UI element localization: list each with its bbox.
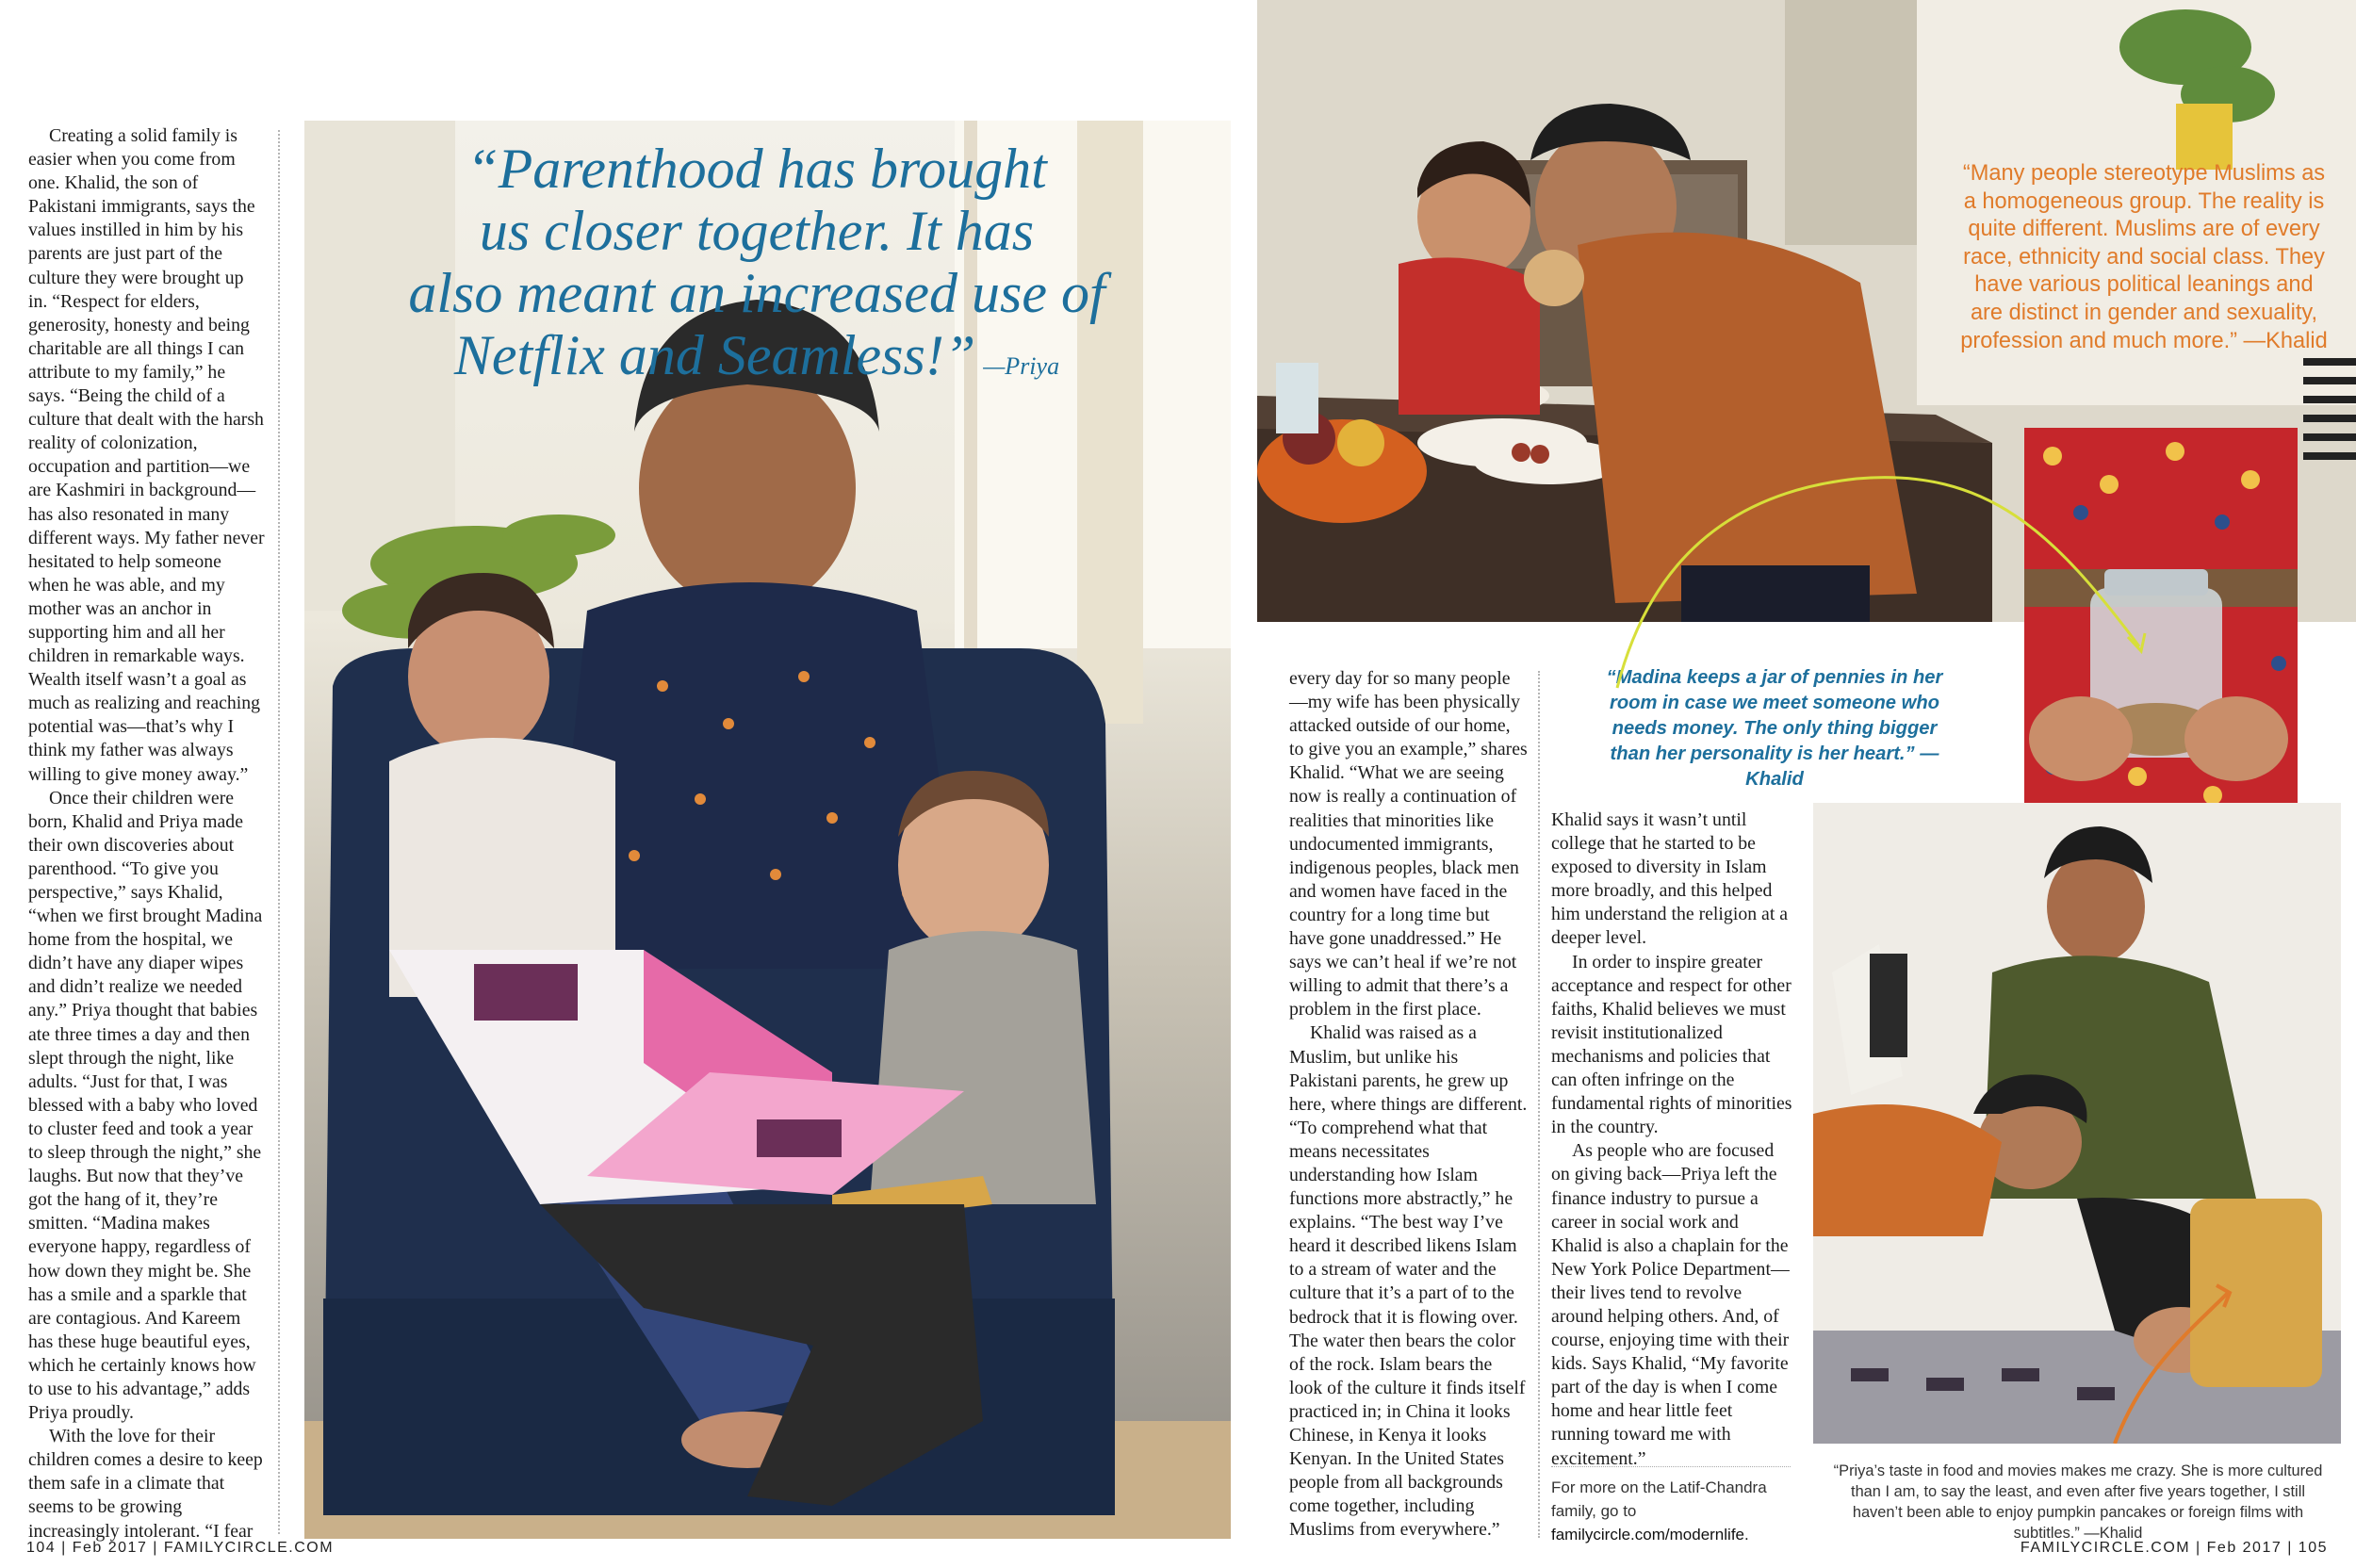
main-photo-family-reading: [304, 121, 1231, 1539]
left-page-top-rule: [0, 0, 1170, 1]
column-1-paragraph-3: With the love for their children comes a desire to keep them safe in a climate that seems to be growing increasingly intolerant. “I fear: [28, 1426, 263, 1542]
article-column-2: [1289, 667, 1529, 1542]
column-1-paragraph-1: Creating a solid family is easier when you come from one. Khalid, the son of Pakistani immigrants, says the values instilled in him by his parents are just part of the culture they were brought up in. “Respect for elders, generosity, honesty and being charitable are all things I can attribute to my family,” he says. “Being the child of a culture that dealt with the harsh reality of colonization, occupation and partition—we are Kashmiri in background—has also resonated in many different ways. My father never hesitated to help someone when he was able, and my mother was an anchor in supporting him and all her children in remarkable ways. Wealth itself wasn’t a goal as much as realizing and reaching potential was—that’s why I think my father was always willing to give money away.”: [28, 125, 265, 785]
main-quote-line-1: “Parenthood has brought: [466, 138, 1047, 200]
more-info-text: For more on the Latif-Chandra family, go to: [1551, 1478, 1767, 1520]
jar-pull-quote: “Madina keeps a jar of pennies in her room in case we meet someone who needs money. The only thing bigger than her personality is her heart.” —Khalid: [1606, 667, 1943, 790]
column-3-paragraph-3: As people who are focused on giving back—Priya left the finance industry to pursue a career in social work and Khalid is also a chaplain for the New York Police Department—their lives tend to revolve around helping others. And, of course, enjoying time with their kids. Says Khalid, “My favorite part of the day is when I come home and hear little feet running toward me with excitement.”: [1551, 1140, 1790, 1469]
more-info-link[interactable]: familycircle.com/modernlife.: [1551, 1526, 1749, 1544]
main-quote-line-2: us closer together. It has: [479, 200, 1035, 262]
article-column-1: [28, 124, 266, 1544]
main-quote-line-4-text: Netflix and Seamless!”: [453, 324, 976, 386]
more-info-divider: [1551, 1466, 1791, 1467]
lounging-photo-caption: “Priya’s taste in food and movies makes me crazy. She is more cultured than I am, to say the least, and even after five years together, I still haven’t been able to enjoy pumpkin pancakes or foreign films with subtitles.” —Khalid: [1833, 1462, 2323, 1542]
couple-lounging-illustration: [1813, 803, 2341, 1444]
column-3-paragraph-2: In order to inspire greater acceptance and respect for other faiths, Khalid believes we must revisit institutionalized mechanisms and policies that can often infringe on the fundamental rights of minorities in the country.: [1551, 951, 1792, 1138]
orange-pull-quote: “Many people stereotype Muslims as a homogeneous group. The reality is quite different. Muslims are of every race, ethnicity and social class. They have various political leanings and are distinct in gender and sexuality, profession and much more.” —Khalid: [1960, 161, 2328, 353]
footer-right-folio: FAMILYCIRCLE.COM | Feb 2017 | 105: [2020, 1540, 2328, 1556]
column-1-paragraph-2: Once their children were born, Khalid and Priya made their own discoveries about parenthood. “To give you perspective,” says Khalid, “when we first brought Madina home from the hospital, we didn’t have any diaper wipes and didn’t realize we needed any.” Priya thought that babies ate three times a day and then slept through the night, like adults. “Just for that, I was blessed with a baby who loved to cluster feed and took a year to sleep through the night,” she laughs. But now that they’ve got the hang of it, they’re smitten. “Madina makes everyone happy, regardless of how down they might be. She has a smile and a sparkle that are contagious. And Kareem has these huge beautiful eyes, which he certainly knows how to use to his advantage,” adds Priya proudly.: [28, 787, 263, 1424]
column-2-paragraph-1: every day for so many people—my wife has been physically attacked outside of our home, to give you an example,” shares Khalid. “What we are seeing now is really a continuation of realities that minorities like undocumented immigrants, indigenous peoples, black men and women have faced in the country for a long time but have gone unaddressed.” He says we can’t heal if we’re not willing to admit that there’s a problem in the first place.: [1289, 668, 1528, 1021]
main-pull-quote: [361, 138, 1153, 398]
main-quote-line-4: [361, 324, 1153, 398]
photo-couple-lounging: [1813, 803, 2341, 1444]
column-3-paragraph-1: Khalid says it wasn’t until college that he started to be exposed to diversity in Islam more broadly, and this helped him understand the religion at a deeper level.: [1551, 809, 1789, 949]
jar-quote-arrow: [1583, 458, 2186, 703]
article-column-3: [1551, 808, 1792, 1471]
more-info: [1551, 1476, 1787, 1546]
column-divider-2: [1538, 671, 1540, 1538]
main-quote-line-3: also meant an increased use of: [408, 262, 1105, 324]
column-divider-1: [278, 130, 280, 1534]
column-2-paragraph-2: Khalid was raised as a Muslim, but unlike his Pakistani parents, he grew up here, where things are different. “To comprehend what that means necessitates understanding how Islam functions more abstractly,” he explains. “The best way I’ve heard it described likens Islam to a stream of water and the culture that it’s a part of to the bedrock that it is flowing over. The water then bears the color of the rock. Islam bears the look of the culture it finds itself practiced in; in China it looks Chinese, in Kenya it looks Kenyan. In the United States people from all backgrounds come together, including Muslims from everywhere.”: [1289, 1022, 1528, 1541]
footer-left-folio: 104 | Feb 2017 | FAMILYCIRCLE.COM: [26, 1540, 335, 1556]
main-quote-attribution: —Priya: [983, 352, 1060, 380]
